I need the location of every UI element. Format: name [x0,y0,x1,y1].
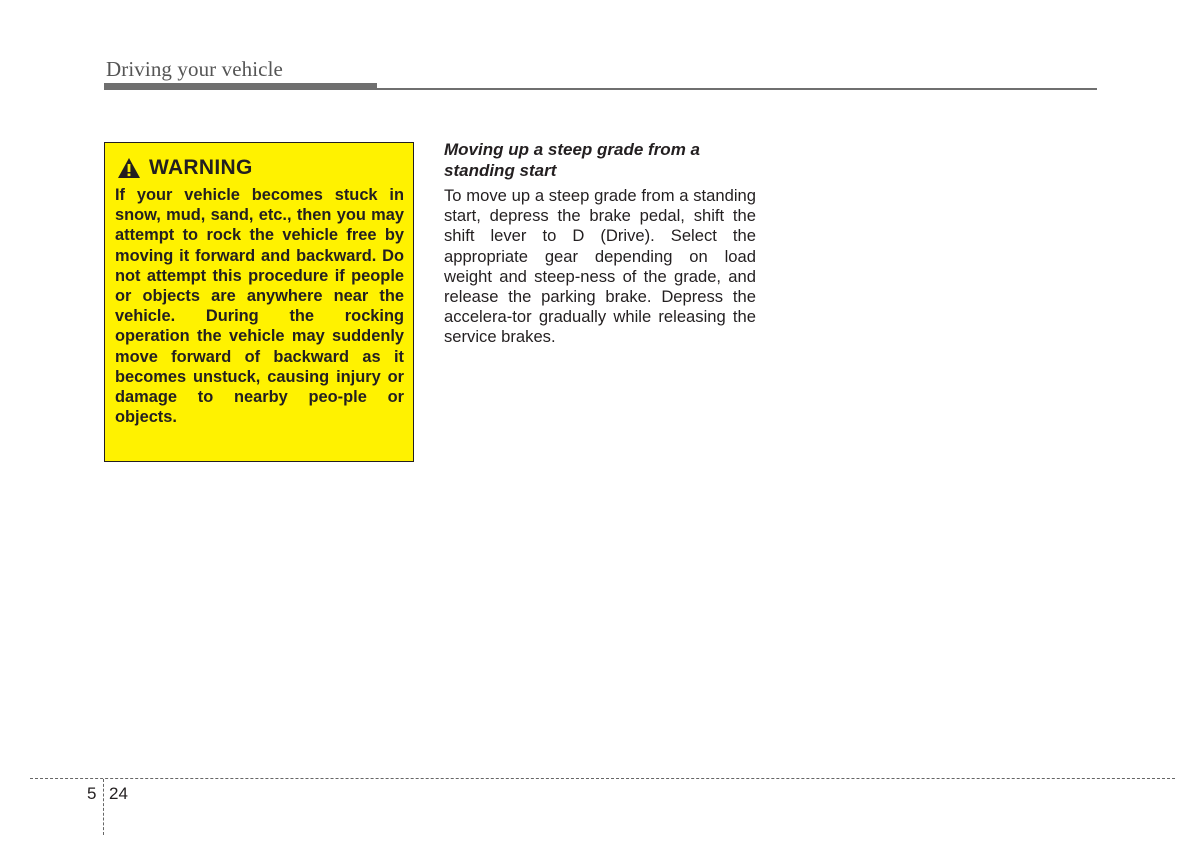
header-rule-thick [104,83,377,90]
chapter-number: 5 [87,784,97,803]
warning-text: If your vehicle becomes stuck in snow, mud, sand, etc., then you may attempt to rock the vehicle free by moving it forward and backward. Do not attempt this procedure if people or objects are anywhere near the vehicle. During the rocking operation the vehicle may suddenly move forward of backward as it becomes unstuck, causing injury or damage to nearby peo-ple or objects. [115,186,404,427]
warning-triangle-icon [117,157,141,179]
page-number: 24 [109,784,128,803]
warning-box [104,142,414,462]
steep-grade-section [444,139,756,348]
warning-title: WARNING [149,156,253,179]
footer-vertical-dashed-line [103,779,104,835]
section-heading: Moving up a steep grade from a standing start [444,140,700,180]
warning-header [117,153,404,183]
section-body: To move up a steep grade from a standing start, depress the brake pedal, shift the shift lever to D (Drive). Select the appropriate gear depending on load weight and steep-ness of the grade, and release the parking brake. Depress the accelera-tor gradually while releasing the service brakes. [444,186,756,347]
footer-dashed-line [30,778,1175,779]
header-rule-thin [377,88,1097,90]
page-header-title: Driving your vehicle [106,57,283,81]
